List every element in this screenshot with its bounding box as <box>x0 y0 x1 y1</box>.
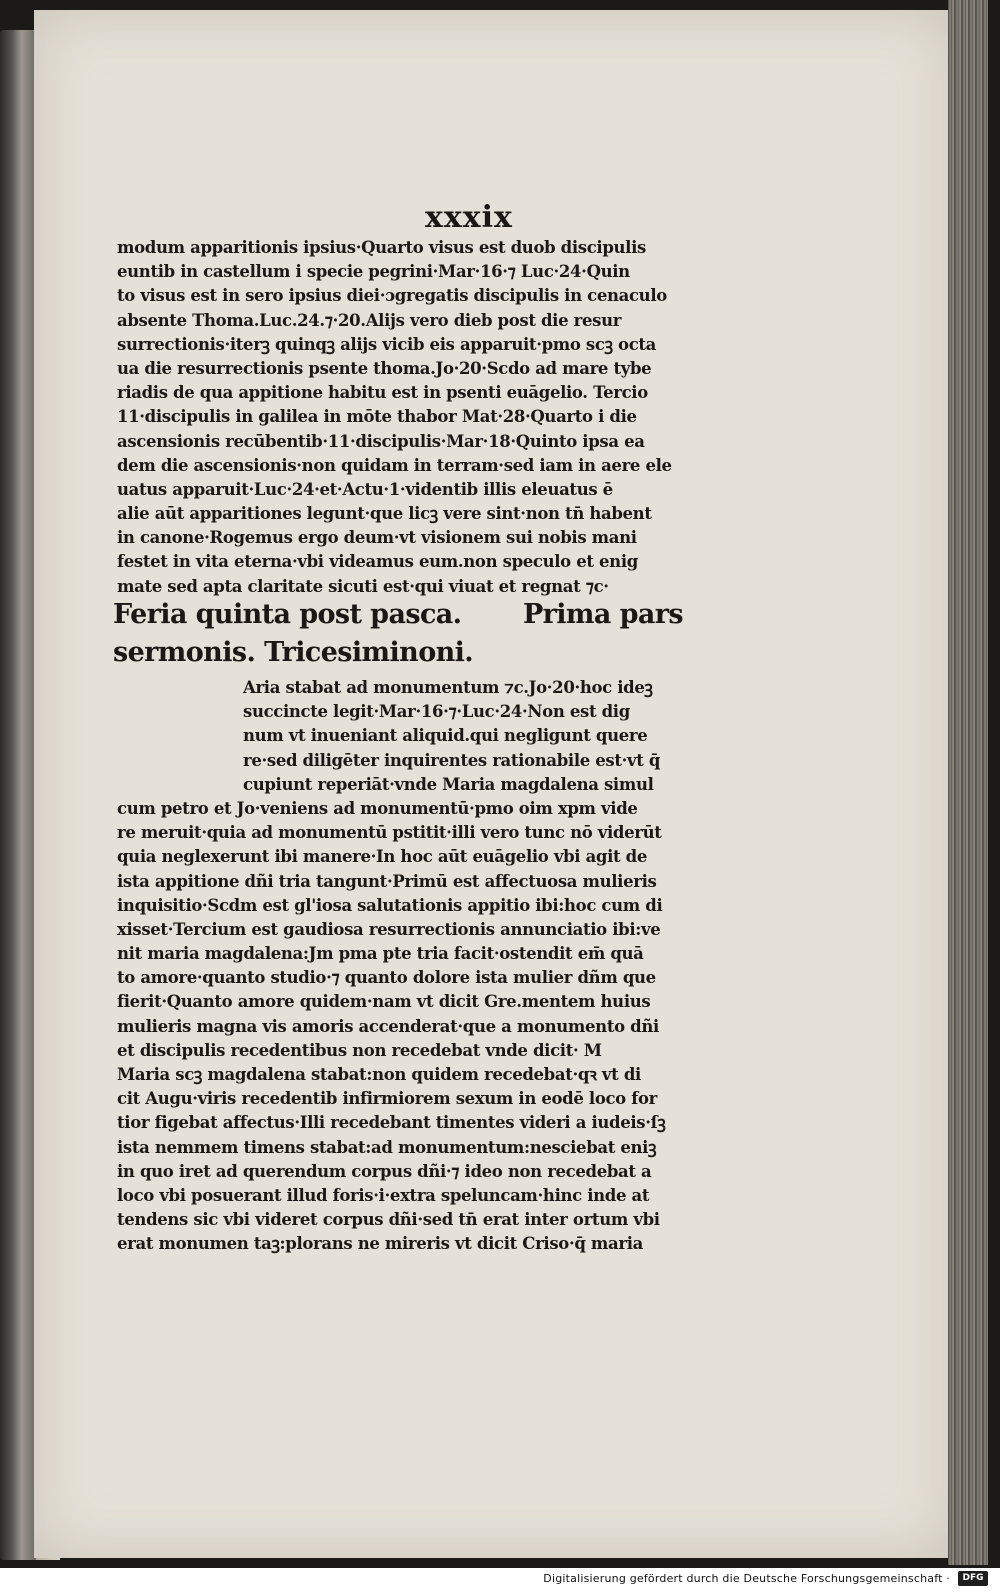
text-line: ista appitione dñi tria tangunt·Primū est affectuosa mulieris <box>117 871 657 891</box>
text-line: cit Augu·viris recedentib infirmiorem sexum in eodē loco for <box>117 1089 657 1109</box>
text-line: re meruit·quia ad monumentū pstitit·illi vero tunc nō viderūt <box>117 823 662 843</box>
sermon-body <box>117 676 683 1257</box>
text-line: loco vbi posuerant illud foris·i·extra speluncam·hinc inde at <box>117 1185 650 1205</box>
dfg-credit-text: Digitalisierung gefördert durch die Deutsche Forschungsgemeinschaft · <box>543 1572 950 1585</box>
folio-number: xxxix <box>425 200 513 235</box>
text-line: 11·discipulis in galilea in mōte thabor Mat·28·Quarto i die <box>117 407 637 427</box>
text-line: nit maria magdalena:Jm pma pte tria facit·ostendit em̄ quā <box>117 944 644 964</box>
sermon-heading <box>113 596 693 672</box>
text-line: alie aūt apparitiones legunt·que licꝫ vere sint·non tn̄ habent <box>117 504 652 524</box>
text-line: ua die resurrectionis psente thoma.Jo·20·Scdo ad mare tybe <box>117 358 652 378</box>
text-line: num vt inueniant aliquid.qui negligunt quere <box>243 726 648 746</box>
dfg-logo: DFG <box>958 1571 988 1586</box>
heading-prima-pars: Prima pars <box>522 599 683 630</box>
heading-line-2: sermonis. Tricesiminoni. <box>113 637 474 668</box>
text-line: inquisitio·Scdm est gl'iosa salutationis appitio ibi:hoc cum di <box>117 895 663 915</box>
page-stack-edge <box>948 0 988 1565</box>
text-line: in quo iret ad querendum corpus dñi·⁊ ideo non recedebat a <box>117 1161 652 1181</box>
text-line: dem die ascensionis·non quidam in terram·sed iam in aere ele <box>117 455 672 475</box>
text-line: euntib in castellum i specie pegrini·Mar·16·⁊ Luc·24·Quin <box>117 262 630 282</box>
text-line: succincte legit·Mar·16·⁊·Luc·24·Non est dig <box>243 702 630 722</box>
text-line: Aria stabat ad monumentum ⁊c.Jo·20·hoc ideꝫ <box>243 678 653 697</box>
text-line: uatus apparuit·Luc·24·et·Actu·1·videntib illis eleuatus ē <box>117 479 613 499</box>
text-line: to visus est in sero ipsius diei·ɔgregatis discipulis in cenaculo <box>117 286 667 306</box>
text-line: quia neglexerunt ibi manere·In hoc aūt euāgelio vbi agit de <box>117 847 648 867</box>
text-line: absente Thoma.Luc.24.⁊·20.Alijs vero dieb post die resur <box>117 310 622 330</box>
text-line: Maria scꝫ magdalena stabat:non quidem recedebat·qꝛ vt di <box>117 1065 641 1084</box>
text-line: surrectionis·iterꝫ quinqꝫ alijs vicib eis apparuit·pmo scꝫ octa <box>117 334 657 354</box>
heading-line-1 <box>113 596 693 634</box>
text-line: ascensionis recūbentib·11·discipulis·Mar·18·Quinto ipsa ea <box>117 431 645 451</box>
text-line: fierit·Quanto amore quidem·nam vt dicit Gre.mentem huius <box>117 992 651 1012</box>
text-line: cum petro et Jo·veniens ad monumentū·pmo oim xpm vide <box>117 798 638 818</box>
text-line: re·sed diligēter inquirentes rationabile est·vt q̄ <box>243 750 661 770</box>
top-paragraph <box>117 236 683 599</box>
text-line: modum apparitionis ipsius·Quarto visus est duob discipulis <box>117 238 646 257</box>
text-line: in canone·Rogemus ergo deum·vt visionem sui nobis mani <box>117 528 637 548</box>
text-line: et discipulis recedentibus non recedebat vnde dicit· M <box>117 1040 602 1060</box>
text-line: mulieris magna vis amoris accenderat·que a monumento dñi <box>117 1016 659 1036</box>
text-line: to amore·quanto studio·⁊ quanto dolore ista mulier dñm que <box>117 968 656 988</box>
text-line: cupiunt reperiāt·vnde Maria magdalena simul <box>243 774 654 794</box>
text-line: festet in vita eterna·vbi videamus eum.non speculo et enig <box>117 552 638 572</box>
text-line: tendens sic vbi videret corpus dñi·sed tn̄ erat inter ortum vbi <box>117 1210 660 1230</box>
text-line: riadis de qua appitione habitu est in psenti euāgelio. Tercio <box>117 383 648 403</box>
heading-feria: Feria quinta post pasca. <box>113 599 462 630</box>
text-line: ista nemmem timens stabat:ad monumentum:nesciebat eniꝫ <box>117 1137 657 1157</box>
text-line: erat monumen taꝫ:plorans ne mireris vt dicit Criso·q̄ maria <box>117 1234 643 1254</box>
text-line: mate sed apta claritate sicuti est·qui viuat et regnat ⁊c· <box>117 576 609 596</box>
text-line: xisset·Tercium est gaudiosa resurrectionis annunciatio ibi:ve <box>117 919 661 939</box>
book-spine-edge <box>0 30 36 1560</box>
text-line: tior figebat affectus·Illi recedebant timentes videri a iudeis·ſꝫ <box>117 1113 666 1133</box>
